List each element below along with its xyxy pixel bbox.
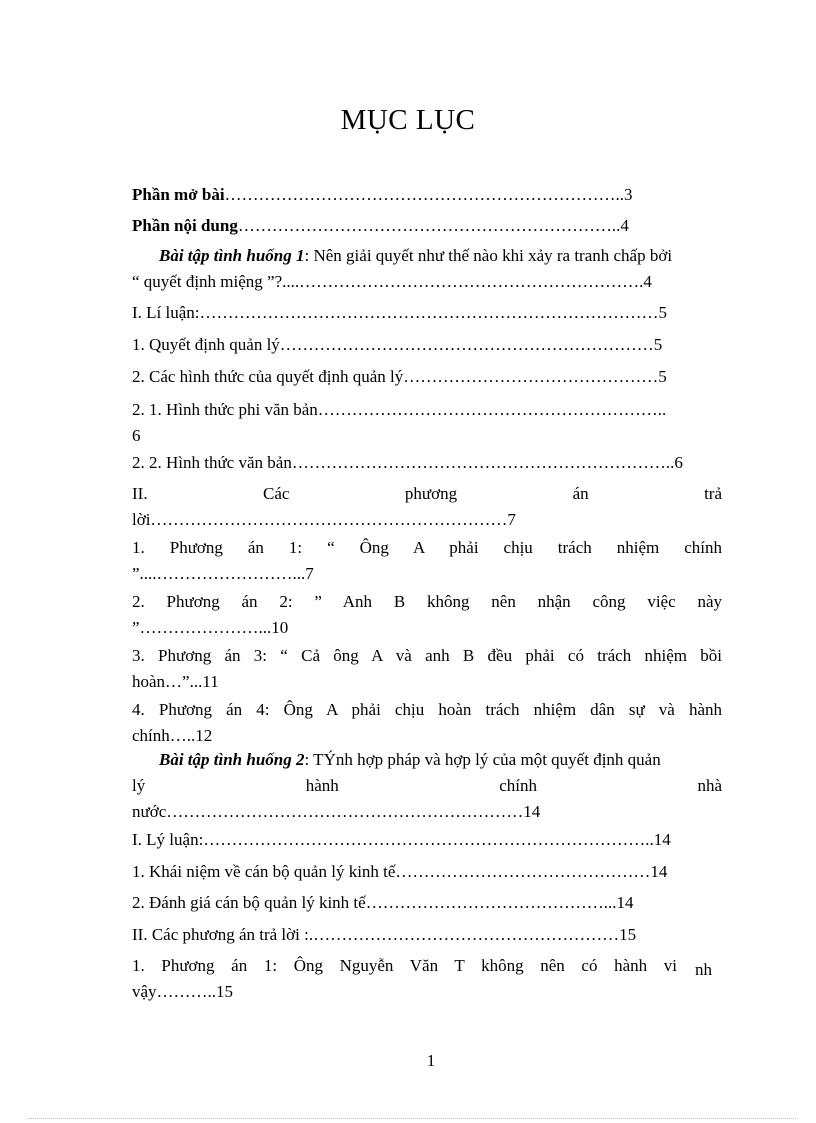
toc-entry-text: : Nên giải quyết như thế nào khi xảy ra tranh chấp bởi [304, 246, 673, 265]
toc-entry [132, 397, 722, 449]
stray-text-fragment: nh [695, 960, 712, 979]
toc-entry [132, 697, 722, 749]
toc-entry-label: Phần mở bài [132, 185, 225, 204]
toc-entry [132, 643, 722, 695]
page-bottom-divider [28, 1118, 796, 1119]
toc-entry-leader: ……………………………………………………………..3 [224, 185, 633, 204]
toc-entry-content [132, 213, 722, 239]
toc-entry-text: 2. Các hình thức của quyết định quản lý………………………………………5 [132, 367, 667, 386]
toc-entry-text: 6 [132, 426, 141, 445]
toc-entry-case-2 [132, 747, 722, 825]
toc-entry-text: : TÝnh hợp pháp và hợp lý của một quyết định quản [304, 750, 661, 769]
toc-entry-text: 2. Đánh giá cán bộ quản lý kinh tế……………………………………...14 [132, 893, 634, 912]
toc-entry-text: lời………………………………………………………7 [132, 510, 516, 529]
toc-entry [132, 859, 722, 885]
page-title: MỤC LỤC [340, 104, 476, 136]
toc-entry-text: vậy………..15 [132, 982, 234, 1001]
toc-entry-text: hoàn…”...11 [132, 672, 219, 691]
toc-entry-text: 2. 1. Hình thức phi văn bản…………………………………………………….. [132, 400, 667, 419]
toc-entry [132, 535, 722, 587]
toc-entry-leader: …………………………………………………………..4 [237, 216, 629, 235]
toc-entry-text: I. Lí luận:………………………………………………………………………5 [132, 303, 668, 322]
page-number: 1 [426, 1051, 436, 1070]
toc-entry-intro [132, 182, 722, 208]
toc-entry-text: ”…………………...10 [132, 618, 289, 637]
toc-entry [132, 827, 722, 853]
toc-entry-label: Bài tập tình huống 2 [159, 750, 305, 769]
toc-entry-text: “ quyết định miệng ”?....…………………………………………………….4 [132, 272, 652, 291]
toc-entry-label: Bài tập tình huống 1 [159, 246, 305, 265]
toc-entry-text: lý hành chính nhà [132, 776, 722, 795]
toc-entry [132, 890, 722, 916]
toc-entry-text: 2. 2. Hình thức văn bản…………………………………………………………..6 [132, 453, 683, 472]
toc-entry-label: Phần nội dung [132, 216, 238, 235]
toc-entry-text: 4. Phương án 4: Ông A phải chịu hoàn trách nhiệm dân sự và hành [132, 700, 722, 719]
toc-entry [132, 332, 722, 358]
toc-entry-text: chính…..12 [132, 726, 213, 745]
toc-entry-text: 1. Phương án 1: Ông Nguyễn Văn T không nên có hành vi [132, 956, 677, 975]
toc-entry [132, 450, 722, 476]
toc-entry [132, 300, 722, 326]
toc-entry-text: 1. Quyết định quản lý…………………………………………………………5 [132, 335, 663, 354]
toc-entry-text: II. Các phương án trả lời :.………………………………………………15 [132, 925, 637, 944]
toc-entry-text: nước………………………………………………………14 [132, 802, 541, 821]
toc-entry-text: 1. Phương án 1: “ Ông A phải chịu trách nhiệm chính [132, 538, 722, 557]
toc-entry-text: II. Các phương án trả [132, 484, 722, 503]
toc-entry-text: 3. Phương án 3: “ Cả ông A và anh B đều phải có trách nhiệm bồi [132, 646, 722, 665]
toc-entry [132, 922, 722, 948]
toc-entry-text: 2. Phương án 2: ” Anh B không nên nhận công việc này [132, 592, 722, 611]
toc-entry [132, 589, 722, 641]
toc-entry [132, 364, 722, 390]
toc-entry [132, 953, 677, 1005]
toc-entry [132, 481, 722, 533]
toc-entry-text: ”....……………………...7 [132, 564, 314, 583]
toc-entry-case-1 [132, 243, 722, 295]
toc-entry-text: I. Lý luận:……………………………………………………………………..14 [132, 830, 671, 849]
toc-entry-text: 1. Khái niệm về cán bộ quản lý kinh tế………………………………………14 [132, 862, 668, 881]
